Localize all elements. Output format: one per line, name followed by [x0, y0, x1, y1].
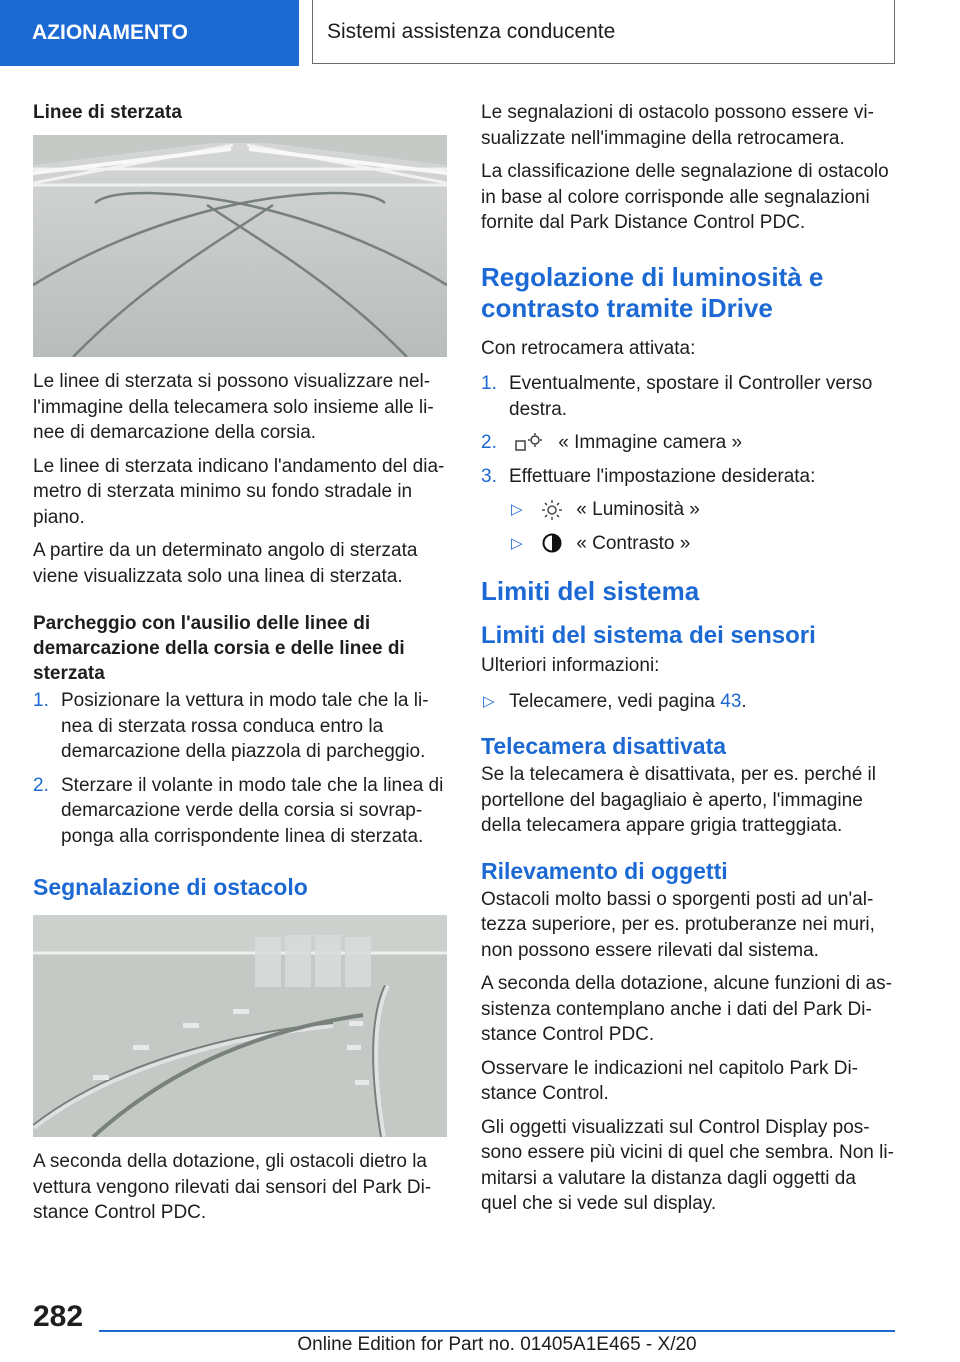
obstacle-para: A seconda della dotazione, gli ostacoli dietro la vettura vengono rilevati dai sensori del Park Distance Control PDC.: [33, 1151, 432, 1223]
step-number: 2.: [481, 432, 497, 453]
detection-para-4: Gli oggetti visualizzati sul Control Display possono essere più vicini di quel che sembra. Non limitarsi a valutare la distanza dagli oggetti da quel che si vede sul display.: [481, 1116, 894, 1214]
steering-para-2: Le linee di sterzata indicano l'andamento del diametro di sterzata minimo su fondo stradale in piano.: [33, 455, 445, 528]
list-item: [481, 689, 895, 715]
reference-list: [481, 689, 895, 715]
step-number: 2.: [33, 774, 49, 796]
detection-para-3: Osservare le indicazioni nel capitolo Park Distance Control.: [481, 1057, 858, 1104]
steering-lines-figure: [33, 135, 447, 357]
heading-obstacle: Segnalazione di ostacolo: [33, 874, 308, 900]
heading-sensor-limits: Limiti del sistema dei sensori: [481, 622, 816, 649]
step-text: « Immagine camera »: [558, 432, 743, 453]
heading-system-limits: Limiti del sistema: [481, 576, 700, 606]
list-item: [481, 531, 895, 557]
step-text: Eventualmente, spostare il Controller verso destra.: [509, 373, 873, 420]
chapter-tab: [312, 0, 895, 64]
list-item: [481, 497, 895, 523]
steering-para-1: Le linee di sterzata si possono visualizzare nell'immagine della telecamera solo insieme alle linee di demarcazione della corsia.: [33, 371, 434, 443]
list-item: [33, 688, 447, 765]
triangle-right-icon: ▷: [511, 534, 523, 552]
heading-steering-lines: Linee di sterzata: [33, 102, 182, 123]
step-number: 1.: [33, 690, 49, 711]
heading-camera-off: Telecamera disattivata: [481, 733, 727, 759]
more-info-text: Ulteriori informazioni:: [481, 655, 660, 676]
section-tab: [0, 0, 299, 66]
heading-brightness-contrast: Regolazione di luminosità e contrasto tramite iDrive: [481, 261, 824, 323]
setting-options: [481, 497, 895, 556]
camera-gear-icon: [513, 432, 545, 454]
step-text: Sterzare il volante in modo tale che la linea di demarcazione verde della corsia si sovrapponga alla corrispondente linea di sterzata.: [61, 774, 444, 847]
triangle-right-icon: ▷: [511, 501, 523, 518]
step-number: 3.: [481, 465, 497, 487]
parking-steps: [33, 688, 447, 849]
reference-tail: .: [741, 690, 747, 712]
obstacle-para-2: Le segnalazioni di ostacolo possono essere visualizzate nell'immagine della retrocamera.: [481, 102, 874, 149]
right-column: [481, 100, 895, 1225]
camera-on-text: Con retrocamera attivata:: [481, 337, 696, 359]
footer-edition: Online Edition for Part no. 01405A1E465 - X/20: [297, 1334, 697, 1355]
sun-icon: [541, 499, 563, 521]
obstacle-para-3: La classificazione delle segnalazione di ostacolo in base al colore corrisponde alle segnalazioni fornite dal Park Distance Control PDC.: [481, 161, 889, 233]
triangle-right-icon: ▷: [483, 692, 495, 710]
option-brightness: « Luminosità »: [576, 499, 700, 520]
idrive-steps: [481, 371, 895, 489]
steering-para-3: A partire da un determinato angolo di sterzata viene visualizzata solo una linea di sterzata.: [33, 540, 418, 587]
option-contrast: « Contrasto »: [576, 532, 691, 554]
camera-off-para: Se la telecamera è disattivata, per es. perché il portellone del bagagliaio è aperto, l'immagine della telecamera appare grigia tratteggiata.: [481, 764, 876, 836]
detection-para-1: Ostacoli molto bassi o sporgenti posti ad un'altezza superiore, per es. protuberanze nei muri, non possono essere rilevati dal sistema.: [481, 888, 875, 961]
page-number: 282: [33, 1300, 84, 1333]
list-item: [33, 773, 447, 850]
heading-object-detection: Rilevamento di oggetti: [481, 857, 728, 884]
step-number: 1.: [481, 373, 497, 394]
step-text: Effettuare l'impostazione desiderata:: [509, 465, 816, 487]
list-item: [481, 464, 895, 490]
chapter-title: Sistemi assistenza conducente: [327, 19, 616, 43]
obstacle-figure: [33, 915, 447, 1137]
heading-parking: Parcheggio con l'ausilio delle linee di demarcazione della corsia e delle linee di sterzata: [33, 613, 405, 684]
reference-text: Telecamere, vedi pagina: [509, 690, 715, 712]
half-circle-icon: [541, 532, 563, 554]
step-text: Posizionare la vettura in modo tale che la linea di sterzata rossa conduca entro la demarcazione della piazzola di parcheggio.: [61, 690, 429, 762]
page-link[interactable]: 43: [720, 690, 742, 712]
list-item: [481, 371, 895, 422]
left-column: [33, 100, 447, 1234]
list-item: [481, 430, 895, 456]
footer-divider: [99, 1330, 895, 1332]
detection-para-2: A seconda della dotazione, alcune funzioni di assistenza contemplano anche i dati del Park Distance Control PDC.: [481, 973, 892, 1045]
section-title: AZIONAMENTO: [32, 21, 188, 44]
page-header: [0, 0, 960, 66]
